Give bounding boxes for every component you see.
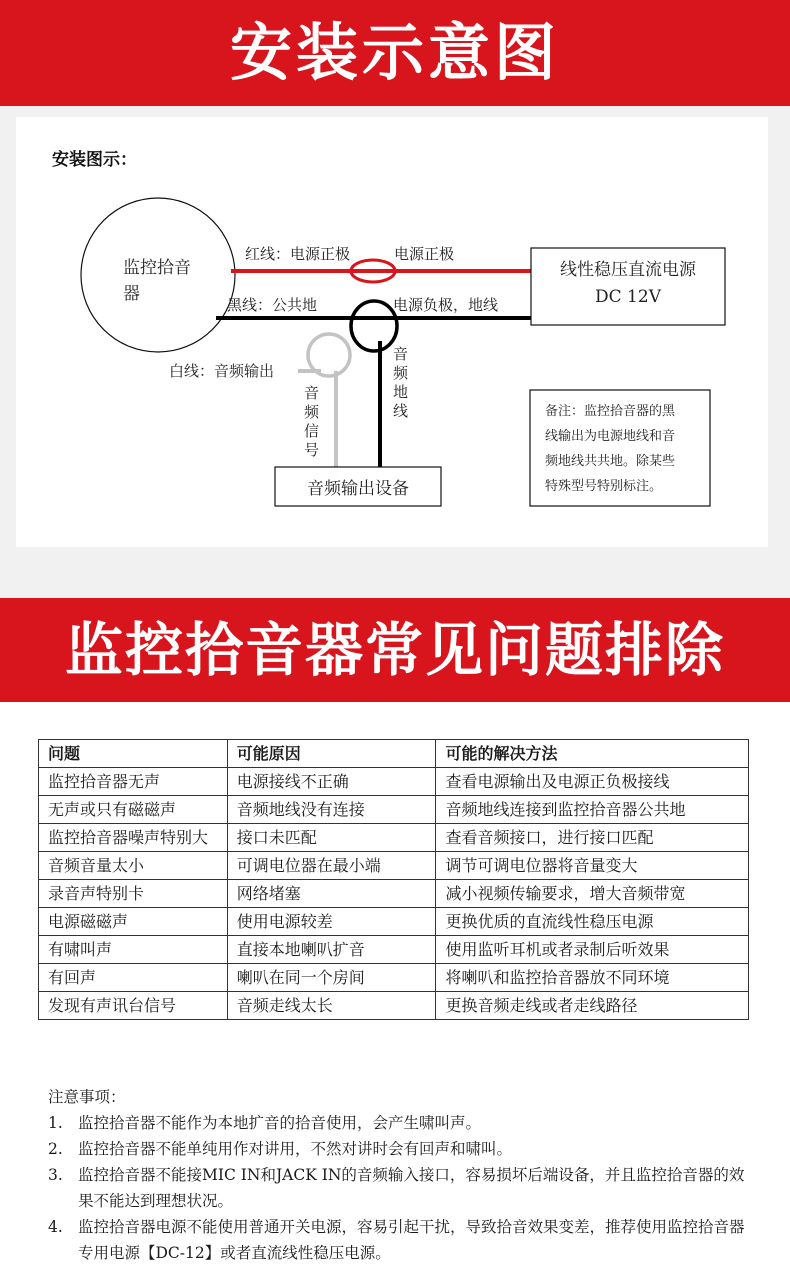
troubleshooting-title: 监控拾音器常见问题排除 (64, 616, 725, 684)
faq-cause-cell: 音频走线太长 (227, 992, 436, 1020)
table-row (39, 796, 749, 824)
audio-signal-label (304, 384, 320, 459)
list-item (48, 1162, 748, 1214)
notes-section (48, 1084, 748, 1266)
table-row (39, 964, 749, 992)
note-text: 监控拾音器不能单纯用作对讲用，不然对讲时会有回声和啸叫。 (78, 1140, 513, 1158)
audio-signal-vertical-text: 音频信号 (304, 384, 320, 459)
table-row (39, 768, 749, 796)
faq-solution-cell: 调节可调电位器将音量变大 (436, 852, 749, 880)
table-row (39, 936, 749, 964)
pickup-device-label-line1: 监控拾音 (123, 258, 191, 278)
faq-solution-cell: 查看音频接口，进行接口匹配 (436, 824, 749, 852)
faq-header-problem: 问题 (39, 740, 228, 768)
faq-cause-cell: 直接本地喇叭扩音 (227, 936, 436, 964)
faq-solution-cell: 音频地线连接到监控拾音器公共地 (436, 796, 749, 824)
faq-cause-cell: 喇叭在同一个房间 (227, 964, 436, 992)
audio-ground-vertical-text: 音频地线 (393, 345, 409, 420)
table-row (39, 852, 749, 880)
list-item (48, 1110, 748, 1136)
note-line-1: 备注：监控拾音器的黑 (545, 404, 676, 419)
white-wire-junction (308, 334, 350, 376)
audio-output-device-label: 音频输出设备 (307, 479, 409, 499)
black-wire-label: 黑线：公共地 (227, 296, 318, 314)
audio-ground-label (393, 345, 409, 420)
troubleshooting-section (0, 702, 790, 1279)
faq-problem-cell: 监控拾音器无声 (39, 768, 228, 796)
list-item (48, 1136, 748, 1162)
faq-solution-cell: 更换优质的直流线性稳压电源 (436, 908, 749, 936)
wiring-diagram-panel (16, 117, 768, 547)
faq-problem-cell: 监控拾音器噪声特别大 (39, 824, 228, 852)
faq-problem-cell: 无声或只有磁磁声 (39, 796, 228, 824)
faq-solution-cell: 将喇叭和监控拾音器放不同环境 (436, 964, 749, 992)
note-text: 监控拾音器不能作为本地扩音的拾音使用，会产生啸叫声。 (78, 1114, 482, 1132)
note-line-4: 特殊型号特别标注。 (545, 479, 663, 494)
notes-list (48, 1110, 748, 1266)
install-diagram-banner (0, 0, 790, 106)
note-number: 2. (48, 1140, 63, 1158)
faq-cause-cell: 接口未匹配 (227, 824, 436, 852)
note-number: 4. (48, 1218, 63, 1236)
faq-cause-cell: 电源接线不正确 (227, 768, 436, 796)
troubleshooting-banner (0, 598, 790, 702)
faq-cause-cell: 音频地线没有连接 (227, 796, 436, 824)
black-wire-junction (351, 301, 397, 351)
pickup-device-label-line2: 器 (123, 284, 140, 304)
power-supply-label-line1: 线性稳压直流电源 (560, 260, 696, 280)
faq-header-row (39, 740, 749, 768)
black-wire-target-label: 电源负极，地线 (393, 296, 499, 314)
faq-cause-cell: 网络堵塞 (227, 880, 436, 908)
faq-problem-cell: 有回声 (39, 964, 228, 992)
faq-problem-cell: 发现有声讯台信号 (39, 992, 228, 1020)
table-row (39, 992, 749, 1020)
faq-table (38, 739, 749, 1020)
table-row (39, 908, 749, 936)
note-number: 1. (48, 1114, 63, 1132)
note-text: 监控拾音器电源不能使用普通开关电源，容易引起干扰，导致拾音效果变差，推荐使用监控拾音器专用电源【DC-12】或者直流线性稳压电源。 (78, 1218, 745, 1262)
table-row (39, 824, 749, 852)
red-wire-label: 红线：电源正极 (245, 245, 351, 263)
red-wire-target-label: 电源正极 (394, 245, 455, 263)
faq-cause-cell: 可调电位器在最小端 (227, 852, 436, 880)
faq-problem-cell: 电源磁磁声 (39, 908, 228, 936)
wiring-diagram (16, 117, 768, 547)
faq-header-cause: 可能原因 (227, 740, 436, 768)
faq-solution-cell: 更换音频走线或者走线路径 (436, 992, 749, 1020)
white-wire-label: 白线：音频输出 (169, 362, 275, 380)
notes-heading: 注意事项： (48, 1088, 126, 1106)
faq-cause-cell: 使用电源较差 (227, 908, 436, 936)
power-supply-label-line2: DC 12V (595, 287, 661, 307)
note-line-2: 线输出为电源地线和音 (545, 429, 676, 444)
diagram-heading: 安装图示： (52, 150, 137, 170)
faq-header-solution: 可能的解决方法 (436, 740, 749, 768)
faq-solution-cell: 减小视频传输要求，增大音频带宽 (436, 880, 749, 908)
list-item (48, 1214, 748, 1266)
faq-solution-cell: 使用监听耳机或者录制后听效果 (436, 936, 749, 964)
note-text: 监控拾音器不能接MIC IN和JACK IN的音频输入接口，容易损坏后端设备，并且监控拾音器的效果不能达到理想状况。 (78, 1166, 745, 1210)
table-row (39, 880, 749, 908)
faq-problem-cell: 录音声特别卡 (39, 880, 228, 908)
note-line-3: 频地线共共地。除某些 (545, 454, 676, 469)
faq-solution-cell: 查看电源输出及电源正负极接线 (436, 768, 749, 796)
faq-problem-cell: 音频音量太小 (39, 852, 228, 880)
note-number: 3. (48, 1166, 63, 1184)
install-diagram-title: 安装示意图 (229, 16, 560, 89)
faq-problem-cell: 有啸叫声 (39, 936, 228, 964)
